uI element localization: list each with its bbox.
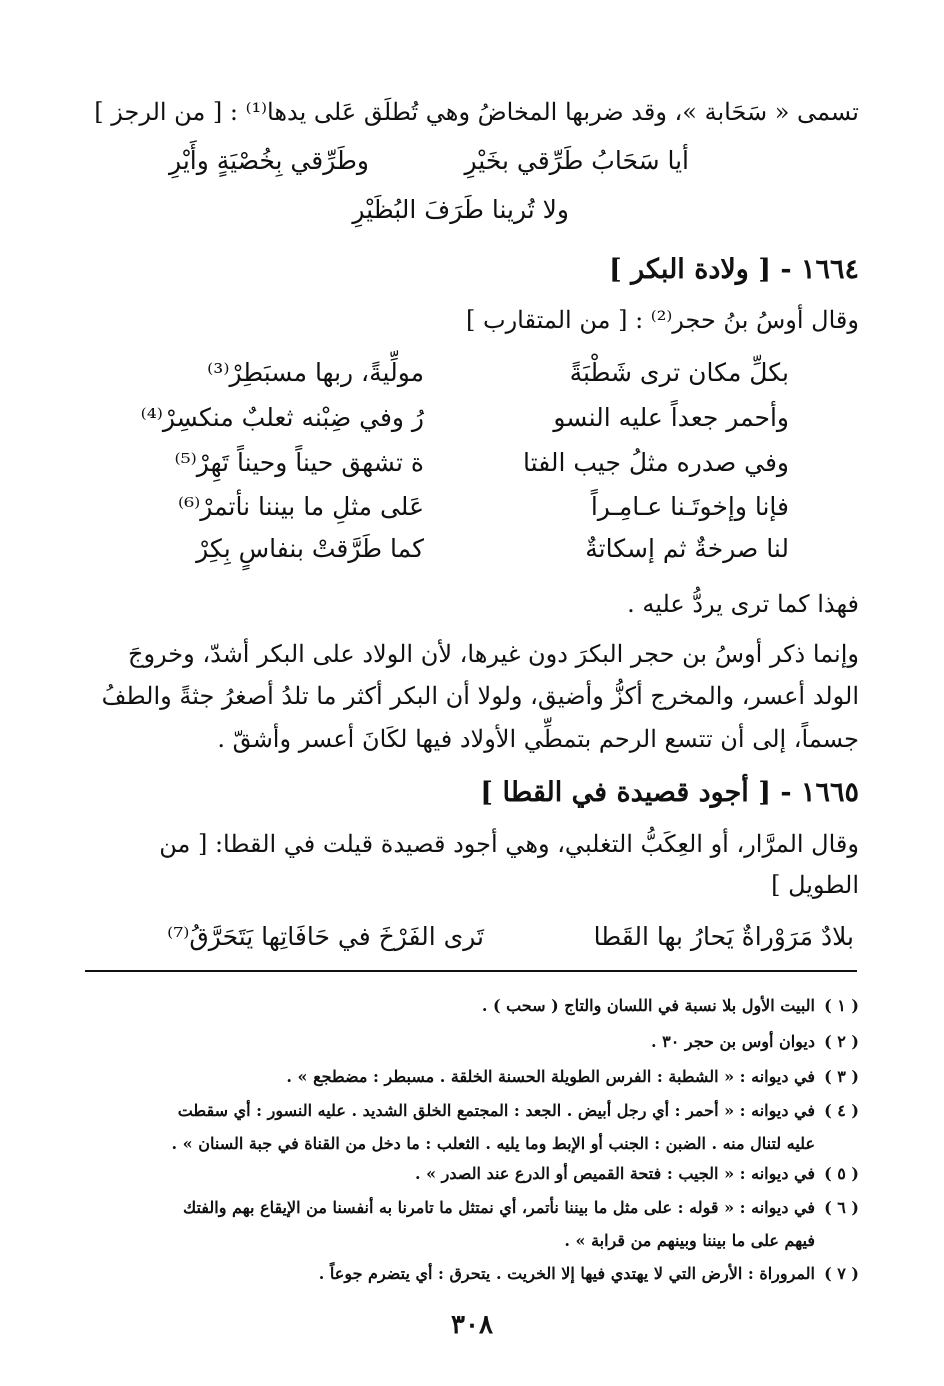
- prose-line: جسماً، إلى أن تتسع الرحم بتمطِّي الأولاد فيها لكَانَ أعسر وأشقّ .: [217, 725, 859, 753]
- verse-hemistich: رُ وفي ضِبْنه ثعلبٌ منكسِرْ⁽⁴⁾: [140, 403, 424, 432]
- footnote-number: ( ٧ ): [824, 1264, 859, 1283]
- intro-line: تسمى « سَحَابة »، وقد ضربها المخاضُ وهي تُطلَق عَلى يدها⁽¹⁾ : [ من الرجز ]: [94, 98, 859, 126]
- footnote-4-continuation: عليه لتنال منه . الضبن : الجنب أو الإبط وما يليه . الثعلب : ما دخل من القناة في جبة السنان » .: [171, 1134, 815, 1153]
- page-number: ٣٠٨: [451, 1310, 493, 1340]
- footnote-6: [85, 1198, 859, 1217]
- verse-hemistich: بكلِّ مكان ترى شَطْبَةً: [569, 358, 789, 387]
- verse-hemistich: تَرى الفَرْخَ في حَافَاتِها يَتَحَرَّقُ⁽⁷⁾: [167, 922, 484, 951]
- footnote-1: [85, 996, 859, 1015]
- verse-hemistich: كما طَرَّقتْ بنفاسٍ بِكِرْ: [196, 534, 424, 563]
- prose-line: وقال المرَّار، أو العِكَبُّ التغلبي، وهي أجود قصيدة قيلت في القطا: [ من: [159, 830, 859, 858]
- footnote-4: [85, 1101, 859, 1120]
- footnote-text: في ديوانه : « أحمر : أي رجل أبيض . الجعد : المجتمع الخلق الشديد . عليه النسور : أي سقطت: [177, 1101, 815, 1120]
- verse-hemistich: وطَرِّقي بِخُصْيَةٍ وأَيْرِ: [169, 146, 369, 175]
- footnote-5: [85, 1164, 859, 1183]
- verse-line: ولا تُرينا طَرَفَ البُظَيْرِ: [352, 195, 569, 224]
- footnote-text: البيت الأول بلا نسبة في اللسان والتاج ( سحب ) .: [481, 996, 815, 1015]
- verse-hemistich: أيا سَحَابُ طَرِّقي بخَيْرِ: [464, 146, 689, 175]
- prose-line: الولد أعسر، والمخرج أكزُّ وأضيق، ولولا أن البكر أكثر ما تلدُ أصغرُ جثةً والطفُ: [101, 682, 859, 710]
- footnote-text: في ديوانه : « الجيب : فتحة القميص أو الدرع عند الصدر » .: [414, 1164, 815, 1183]
- footnote-text: المروراة : الأرض التي لا يهتدي فيها إلا الخريت . يتحرق : أي يتضرم جوعاً .: [318, 1264, 815, 1283]
- footnote-text: في ديوانه : « الشطبة : الفرس الطويلة الحسنة الخلقة . مسبطر : مضطجع » .: [286, 1067, 815, 1086]
- prose-line: فهذا كما ترى يردُّ عليه .: [627, 590, 859, 618]
- footnote-7: [85, 1264, 859, 1283]
- verse-hemistich: فإنا وإخوتَـنا عـامِـراً: [590, 492, 789, 521]
- footnote-number: ( ٤ ): [824, 1101, 859, 1120]
- section-intro: وقال أوسُ بنُ حجر⁽²⁾ : [ من المتقارب ]: [465, 306, 859, 334]
- prose-line: الطويل ]: [771, 871, 859, 899]
- footnote-text: ديوان أوس بن حجر ٣٠ .: [650, 1032, 815, 1051]
- prose-line: وإنما ذكر أوسُ بن حجر البكرَ دون غيرها، لأن الولاد على البكر أشدّ، وخروجَ: [127, 640, 859, 668]
- verse-hemistich: بلادٌ مَرَوْراةٌ يَحارُ بها القَطا: [593, 922, 854, 951]
- footnote-number: ( ٦ ): [824, 1198, 859, 1217]
- verse-hemistich: مولِّيةً، ربها مسبَطِرْ⁽³⁾: [207, 358, 424, 387]
- verse-hemistich: وفي صدره مثلُ جيب الفتا: [523, 448, 789, 477]
- verse-hemistich: لنا صرخةٌ ثم إسكاتةٌ: [585, 534, 789, 563]
- section-heading-1665: ١٦٦٥ - [ أجود قصيدة في القطا ]: [480, 777, 859, 808]
- footnote-2: [85, 1032, 859, 1051]
- footnote-3: [85, 1067, 859, 1086]
- footnote-separator: [85, 970, 857, 972]
- verse-hemistich: وأحمر جعداً عليه النسو: [553, 403, 789, 432]
- verse-hemistich: ة تشهق حيناً وحيناً تَهِرْ⁽⁵⁾: [174, 448, 424, 477]
- footnote-number: ( ٣ ): [824, 1067, 859, 1086]
- footnote-number: ( ٥ ): [824, 1164, 859, 1183]
- footnote-number: ( ١ ): [824, 996, 859, 1015]
- verse-hemistich: عَلى مثلِ ما بيننا نأتمرْ⁽⁶⁾: [178, 492, 424, 521]
- section-heading-1664: ١٦٦٤ - [ ولادة البكر ]: [608, 254, 859, 285]
- footnote-6-continuation: فيهم على ما بيننا وبينهم من قرابة » .: [564, 1231, 815, 1250]
- footnote-number: ( ٢ ): [824, 1032, 859, 1051]
- footnote-text: في ديوانه : « قوله : على مثل ما بيننا نأتمر، أي نمتثل ما تامرنا به أنفسنا من الإيقاع بهم والفتك: [182, 1198, 815, 1217]
